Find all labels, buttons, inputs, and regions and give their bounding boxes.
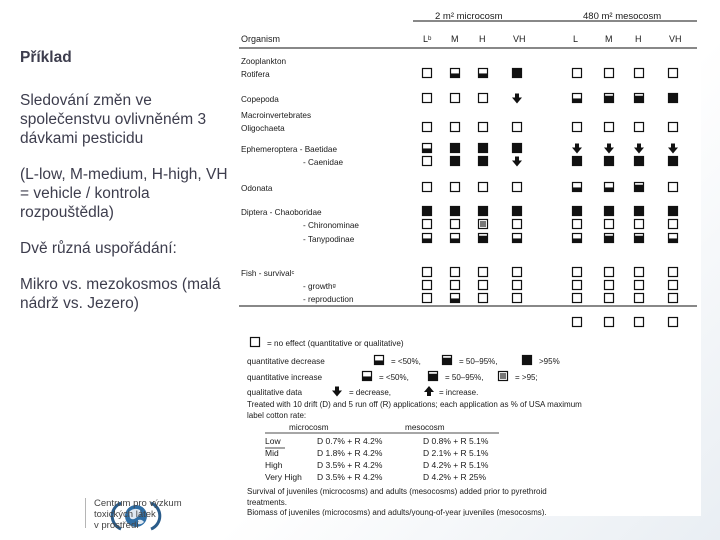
slide-text [20, 48, 235, 330]
meso-effect-symbol [573, 268, 582, 277]
meso-effect-symbol [669, 69, 678, 78]
micro-col-label: VH [513, 34, 526, 44]
legend-arrow-up-icon [424, 386, 434, 396]
micro-effect-symbol [423, 183, 432, 192]
meso-effect-symbol [668, 144, 678, 154]
row-label: Macroinvertebrates [241, 111, 312, 120]
rate-micro-header: microcosm [289, 423, 329, 432]
micro-effect-symbol [423, 220, 432, 229]
micro-effect-symbol [513, 123, 522, 132]
meso-effect-symbol [605, 268, 614, 277]
meso-effect-symbol [669, 281, 678, 290]
micro-effect-symbol [479, 123, 488, 132]
micro-effect-symbol [513, 183, 522, 192]
micro-effect-symbol-fill [423, 207, 432, 216]
legend-inc-50-95: = 50–95%, [445, 373, 484, 382]
meso-effect-symbol-fill [605, 96, 614, 103]
meso-effect-symbol [635, 220, 644, 229]
meso-col-label: M [605, 34, 613, 44]
micro-effect-symbol [423, 123, 432, 132]
micro-effect-symbol-fill [451, 238, 460, 242]
micro-effect-symbol-fill [479, 73, 488, 77]
legend-quant-decrease: quantitative decrease [247, 357, 325, 366]
micro-effect-symbol [451, 94, 460, 103]
legend-symbol-fill [523, 356, 532, 365]
logo-divider [85, 498, 86, 528]
micro-col-label: M [451, 34, 459, 44]
footnote-c: Survival of juveniles (microcosms) and adults (mesocosms) added prior to pyrethroid [247, 487, 547, 496]
micro-effect-symbol [423, 294, 432, 303]
row-label: - Caenidae [303, 158, 344, 167]
meso-effect-symbol [635, 318, 644, 327]
micro-effect-symbol [451, 281, 460, 290]
meso-effect-symbol [669, 318, 678, 327]
micro-effect-symbol-fill [423, 148, 432, 152]
effects-table-figure [237, 6, 701, 516]
legend-dec-gt95: >95% [539, 357, 560, 366]
meso-effect-symbol [573, 318, 582, 327]
meso-effect-symbol-fill [635, 185, 644, 192]
meso-effect-symbol-fill [573, 98, 582, 102]
logo-line: Centrum pro výzkum [94, 498, 182, 509]
meso-effect-symbol-fill [669, 94, 678, 103]
meso-effect-symbol-fill [635, 157, 644, 166]
meso-effect-symbol-fill [573, 238, 582, 242]
legend-qual-increase: = increase. [439, 388, 479, 397]
rate-meso: D 4.2% + R 25% [423, 472, 487, 482]
legend-symbol-fill [443, 358, 452, 365]
row-label: - reproduction [303, 295, 354, 304]
row-label: Zooplankton [241, 57, 287, 66]
micro-effect-symbol-fill [451, 207, 460, 216]
micro-effect-symbol-fill [451, 144, 460, 153]
micro-effect-symbol-fill [479, 207, 488, 216]
scanned-figure [237, 6, 701, 516]
micro-effect-symbol-fill [423, 238, 432, 242]
legend-quant-increase: quantitative increase [247, 373, 323, 382]
meso-effect-symbol-fill [573, 157, 582, 166]
footnote-d: Biomass of juveniles (microcosms) and adults/young-of-year juveniles (mesocosms). [247, 508, 547, 516]
logo-line: toxických látek [94, 509, 156, 520]
rate-meso-header: mesocosm [405, 423, 445, 432]
row-label: Odonata [241, 184, 273, 193]
meso-effect-symbol [605, 281, 614, 290]
meso-effect-symbol [669, 123, 678, 132]
micro-effect-symbol [513, 294, 522, 303]
micro-effect-symbol-fill [513, 69, 522, 78]
logo-line: v prostředí [94, 520, 139, 531]
micro-effect-symbol [513, 281, 522, 290]
organism-label: Organism [241, 34, 281, 44]
micro-effect-symbol [512, 157, 522, 167]
micro-effect-symbol-fill [513, 238, 522, 242]
meso-effect-symbol-fill [669, 238, 678, 242]
meso-col-label: H [635, 34, 642, 44]
row-label: - Chironominae [303, 221, 359, 230]
micro-effect-symbol [451, 183, 460, 192]
meso-effect-symbol [572, 144, 582, 154]
micro-effect-symbol-fill [479, 157, 488, 166]
meso-effect-symbol-fill [635, 96, 644, 103]
micro-effect-symbol-fill [451, 298, 460, 302]
legend-no-effect-symbol [251, 338, 260, 347]
row-label: Oligochaeta [241, 124, 285, 133]
legend-qual-decrease: = decrease, [349, 388, 392, 397]
row-label: Fish - survivalᶜ [241, 269, 295, 278]
micro-effect-symbol [479, 94, 488, 103]
meso-effect-symbol [635, 69, 644, 78]
meso-effect-symbol [573, 294, 582, 303]
meso-effect-symbol [635, 123, 644, 132]
micro-effect-symbol [423, 69, 432, 78]
micro-effect-symbol-fill [480, 221, 486, 227]
legend-symbol-fill [363, 376, 372, 380]
meso-effect-symbol-fill [605, 236, 614, 243]
meso-effect-symbol-fill [605, 207, 614, 216]
meso-effect-symbol-fill [605, 187, 614, 191]
rate-micro: D 1.8% + R 4.2% [317, 448, 383, 458]
paragraph-monitoring: Sledování změn ve společenstvu ovlivněném 3 dávkami pesticidu [20, 92, 207, 147]
meso-effect-symbol [605, 318, 614, 327]
micro-effect-symbol [513, 220, 522, 229]
micro-effect-symbol-fill [513, 144, 522, 153]
row-label: Ephemeroptera - Baetidae [241, 145, 338, 154]
logo-text [94, 498, 182, 531]
meso-effect-symbol-fill [635, 236, 644, 243]
meso-effect-symbol [635, 294, 644, 303]
micro-header: 2 m² microcosm [435, 11, 503, 22]
rate-level: Mid [265, 448, 279, 458]
meso-effect-symbol [605, 69, 614, 78]
row-label: - growthᵍ [303, 282, 336, 291]
rate-level: High [265, 460, 283, 470]
meso-effect-symbol-fill [573, 207, 582, 216]
rate-level: Low [265, 436, 281, 446]
legend-dec-50-95: = 50–95%, [459, 357, 498, 366]
legend-symbol-fill [500, 373, 506, 379]
meso-effect-symbol [573, 123, 582, 132]
micro-effect-symbol [423, 268, 432, 277]
meso-effect-symbol [635, 268, 644, 277]
meso-effect-symbol [669, 294, 678, 303]
meso-effect-symbol [669, 268, 678, 277]
meso-effect-symbol-fill [605, 157, 614, 166]
legend-arrow-down-icon [332, 387, 342, 397]
legend-qual-data: qualitative data [247, 388, 303, 397]
row-label: Copepoda [241, 95, 279, 104]
micro-effect-symbol [479, 183, 488, 192]
meso-effect-symbol-fill [635, 207, 644, 216]
micro-col-label: H [479, 34, 486, 44]
meso-effect-symbol [605, 294, 614, 303]
meso-header: 480 m² mesocosm [583, 11, 662, 22]
micro-effect-symbol [512, 94, 522, 104]
micro-effect-symbol [423, 94, 432, 103]
micro-effect-symbol-fill [479, 236, 488, 243]
micro-effect-symbol [479, 294, 488, 303]
paragraph-micro-vs-meso: Mikro vs. mezokosmos (malá nádrž vs. Jezero) [20, 276, 221, 312]
meso-effect-symbol [669, 220, 678, 229]
micro-effect-symbol [479, 268, 488, 277]
meso-effect-symbol [573, 281, 582, 290]
legend-no-effect: = no effect (quantitative or qualitative) [267, 339, 404, 348]
micro-effect-symbol [513, 268, 522, 277]
rate-meso: D 2.1% + R 5.1% [423, 448, 489, 458]
micro-effect-symbol [451, 220, 460, 229]
meso-effect-symbol [573, 220, 582, 229]
meso-effect-symbol [604, 144, 614, 154]
micro-effect-symbol-fill [479, 144, 488, 153]
rate-micro: D 3.5% + R 4.2% [317, 472, 383, 482]
meso-effect-symbol-fill [669, 207, 678, 216]
micro-effect-symbol [479, 281, 488, 290]
meso-effect-symbol [605, 123, 614, 132]
meso-effect-symbol [634, 144, 644, 154]
paragraph-two-setups: Dvě různá uspořádání: [20, 240, 177, 257]
footnote-c-cont: treatments. [247, 498, 288, 507]
micro-effect-symbol-fill [513, 207, 522, 216]
footnote-b: Treated with 10 drift (D) and 5 run off (R) applications; each application as % of USA maximum [247, 400, 582, 409]
rate-level: Very High [265, 472, 302, 482]
footnote-b-cont: label cotton rate: [247, 411, 307, 420]
legend-symbol-fill [429, 374, 438, 381]
slide-heading: Příklad [20, 49, 72, 66]
meso-effect-symbol [573, 69, 582, 78]
meso-col-label: VH [669, 34, 682, 44]
meso-col-label: L [573, 34, 579, 44]
row-label: - Tanypodinae [303, 235, 355, 244]
micro-effect-symbol [423, 157, 432, 166]
row-label: Diptera - Chaoboridae [241, 208, 322, 217]
legend-dec-lt50: = <50%, [391, 357, 421, 366]
legend-inc-lt50: = <50%, [379, 373, 409, 382]
paragraph-legend: (L-low, M-medium, H-high, VH = vehicle / kontrola rozpouštědla) [20, 166, 228, 221]
meso-effect-symbol [635, 281, 644, 290]
rate-meso: D 0.8% + R 5.1% [423, 436, 489, 446]
meso-effect-symbol-fill [573, 187, 582, 191]
legend-inc-gt95: = >95; [515, 373, 538, 382]
micro-effect-symbol [451, 268, 460, 277]
meso-effect-symbol-fill [669, 157, 678, 166]
micro-effect-symbol [451, 123, 460, 132]
legend-symbol-fill [375, 360, 384, 364]
rate-meso: D 4.2% + R 5.1% [423, 460, 489, 470]
row-label: Rotifera [241, 70, 270, 79]
micro-col-label: Lᵇ [423, 34, 432, 44]
meso-effect-symbol [605, 220, 614, 229]
rate-micro: D 3.5% + R 4.2% [317, 460, 383, 470]
micro-effect-symbol-fill [451, 73, 460, 77]
rate-micro: D 0.7% + R 4.2% [317, 436, 383, 446]
micro-effect-symbol-fill [451, 157, 460, 166]
micro-effect-symbol [423, 281, 432, 290]
meso-effect-symbol [669, 183, 678, 192]
